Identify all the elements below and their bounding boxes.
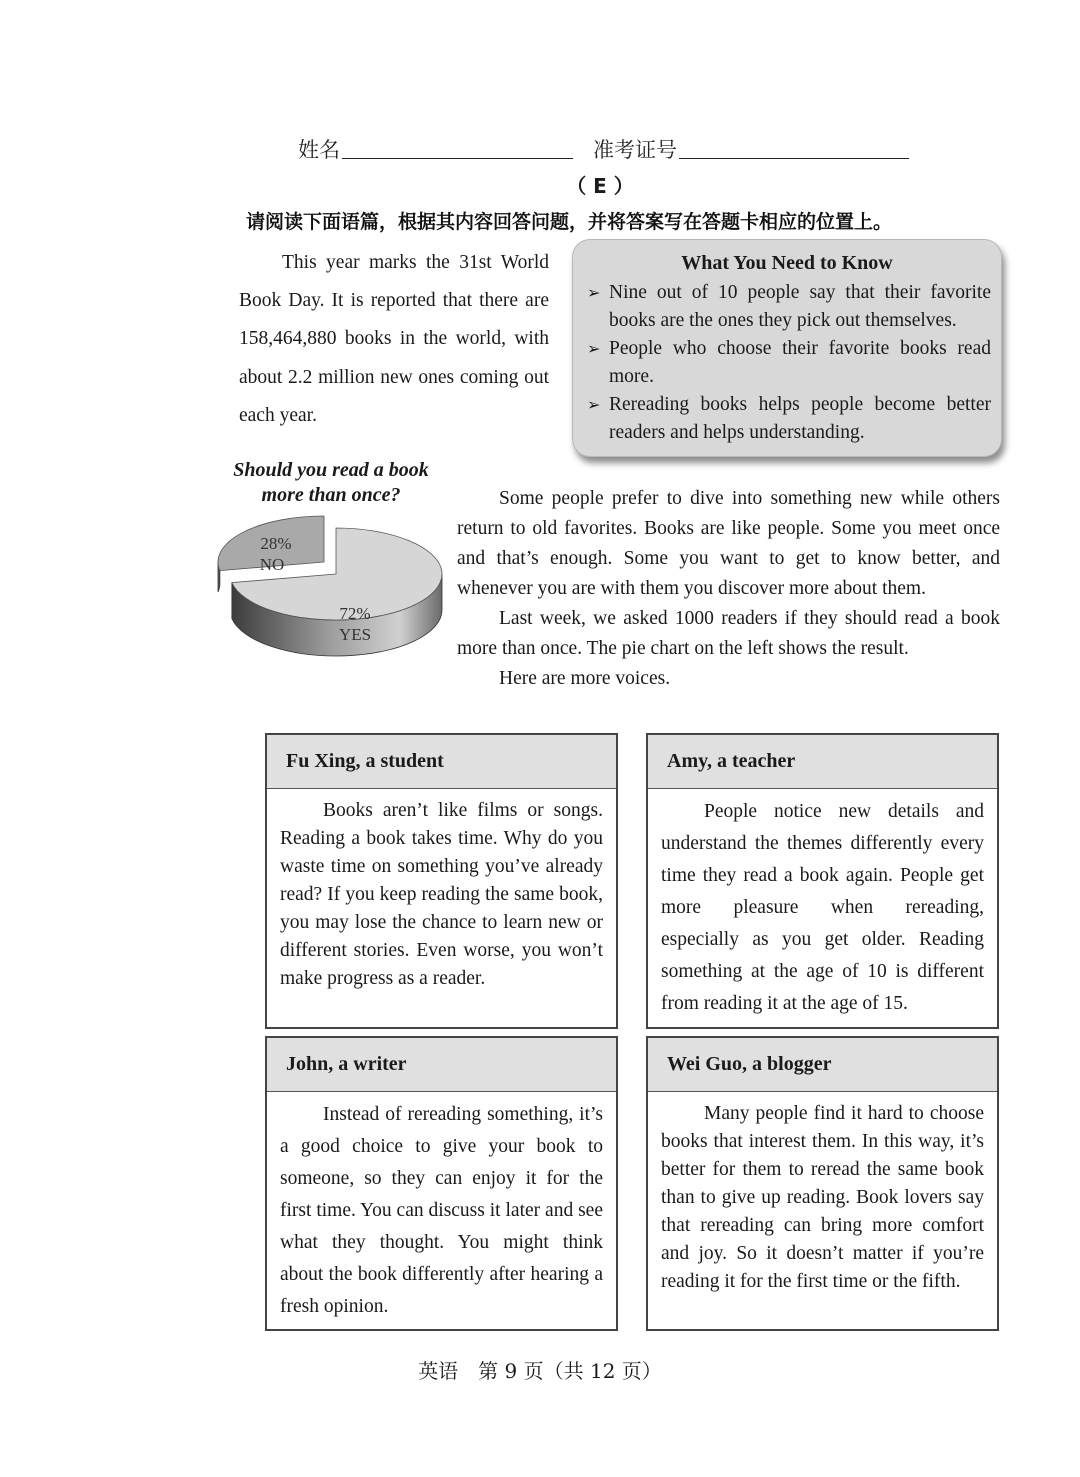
pie-label-yes-percent: 72% (339, 604, 371, 623)
voice-box-text: Many people find it hard to choose books that interest them. In this way, it’s better for them to reread the same book than to give up reading. Book lovers say that rereading can bring more comfort and joy. So it doesn’t matter if you’re reading it for the first time or the fifth. (661, 1103, 984, 1292)
voice-box-text: Instead of rereading something, it’s a good choice to give your book to someone, so they can enjoy it for the first time. You can discuss it later and see what they thought. You might think about the book differently after hearing a fresh opinion. (280, 1104, 603, 1317)
voice-box-heading: Wei Guo, a blogger (648, 1038, 997, 1092)
name-label: 姓名 (298, 138, 340, 162)
info-card-item (587, 335, 991, 391)
pie-chart-title: Should you read a book more than once? (233, 459, 429, 506)
exam-id-label: 准考证号 (593, 138, 677, 162)
instruction-text: 请阅读下面语篇，根据其内容回答问题，并将答案写在答题卡相应的位置上。 (246, 211, 893, 233)
info-card-item-text: People who choose their favorite books read more. (609, 338, 991, 387)
intro-text: This year marks the 31st World Book Day. It is reported that there are 158,464,880 books in the world, with about 2.2 million new ones coming out each year. (239, 252, 549, 426)
name-field-line[interactable] (342, 158, 573, 159)
info-card (572, 239, 1002, 457)
voice-box-fu-xing (265, 733, 618, 1029)
body-paragraph: Last week, we asked 1000 readers if they should read a book more than once. The pie chart on the left shows the result. (457, 608, 1000, 659)
page-footer: 英语 第 9 页（共 12 页） (418, 1359, 662, 1383)
pie-label-no-percent: 28% (260, 534, 292, 553)
voice-box-heading: Amy, a teacher (648, 735, 997, 789)
voice-box-heading: John, a writer (267, 1038, 616, 1092)
arrowhead-bullet-icon: ➢ (587, 339, 601, 358)
voice-box-body (648, 1092, 997, 1296)
arrowhead-bullet-icon: ➢ (587, 283, 601, 302)
pie-label-yes: YES (338, 625, 372, 644)
intro-paragraph (239, 244, 549, 435)
body-paragraph: Some people prefer to dive into something new while others return to old favorites. Books are like people. Some you meet once and that’s enough. Some you want to get to know better, and whenever you are with them you discover more about them. (457, 488, 1000, 599)
info-card-item (587, 391, 991, 447)
voice-box-wei-guo (646, 1036, 999, 1331)
voice-box-heading: Fu Xing, a student (267, 735, 616, 789)
arrowhead-bullet-icon: ➢ (587, 395, 601, 414)
voice-box-john (265, 1036, 618, 1331)
exam-id-field-line[interactable] (679, 158, 909, 159)
body-text (457, 484, 1000, 694)
voice-box-text: Books aren’t like films or songs. Reading a book takes time. Why do you waste time on something you’ve already read? If you keep reading the same book, you may lose the chance to learn new or different stories. Even worse, you won’t make progress as a reader. (280, 800, 603, 989)
info-card-item-text: Rereading books helps people become better readers and helps understanding. (609, 394, 991, 443)
info-card-item-text: Nine out of 10 people say that their favorite books are the ones they pick out themselves. (609, 282, 991, 331)
info-card-title: What You Need to Know (681, 252, 893, 274)
pie-chart (210, 512, 450, 682)
pie-label-no: NO (259, 555, 285, 574)
voice-box-body (267, 1092, 616, 1323)
voice-box-body (648, 789, 997, 1020)
info-card-item (587, 279, 991, 335)
section-label: （ E ） (566, 174, 634, 198)
voice-box-body (267, 789, 616, 993)
voice-box-amy (646, 733, 999, 1029)
voice-box-text: People notice new details and understand the themes differently every time they read a book again. People get more pleasure when rereading, especially as you get older. Reading something at the age of 10 is different from reading it at the age of 15. (661, 801, 984, 1014)
body-paragraph: Here are more voices. (499, 668, 671, 689)
